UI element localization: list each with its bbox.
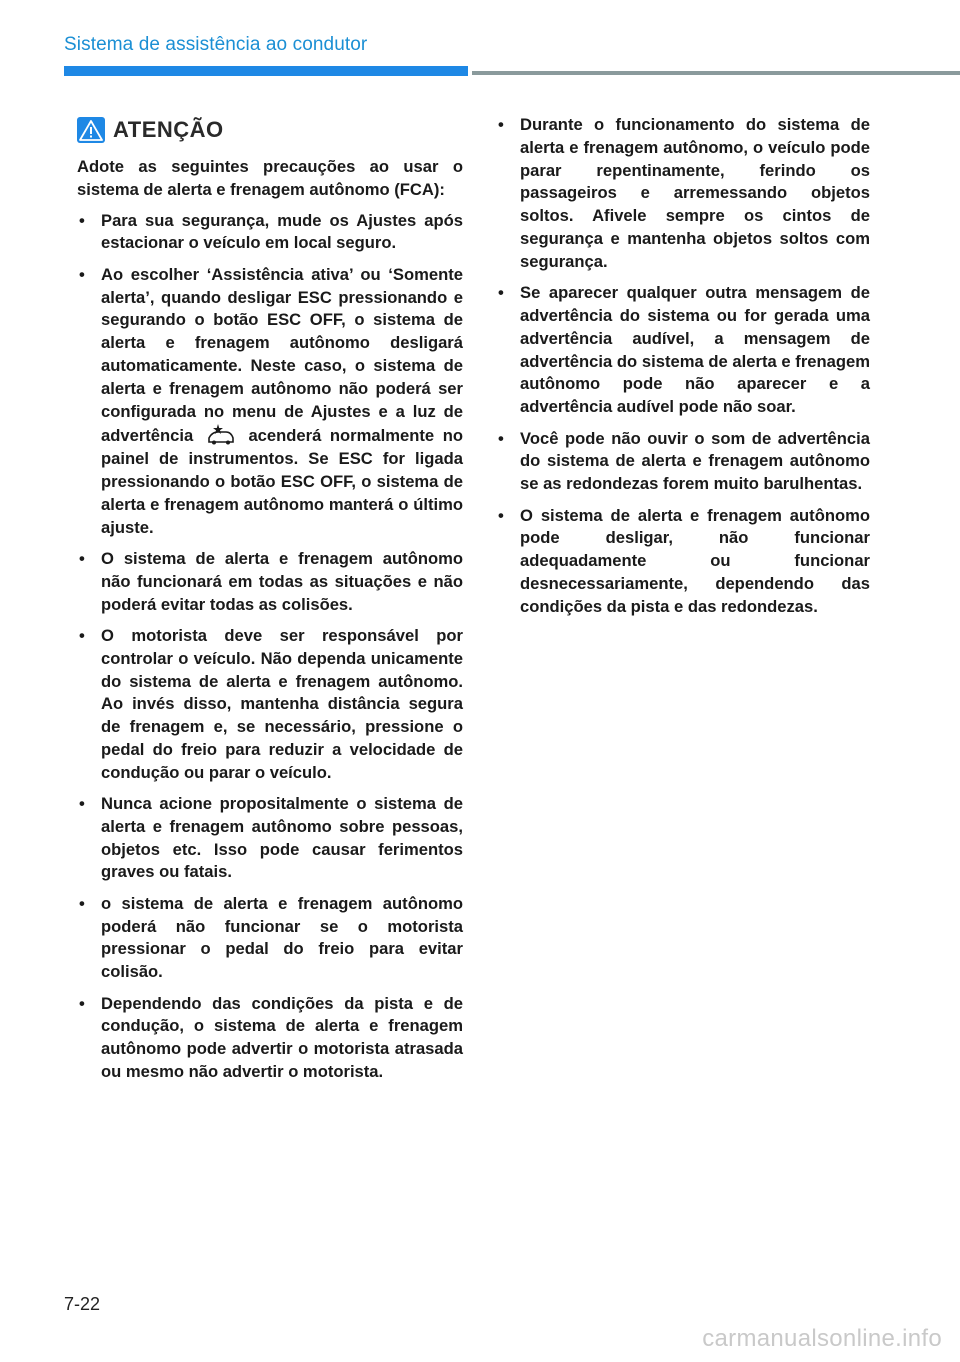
right-bullet-list (496, 114, 870, 619)
list-item: • O sistema de alerta e frenagem autônomo não funcionará em todas as situações e não poderá evitar todas as colisões. (77, 548, 463, 616)
left-column (77, 112, 463, 1092)
esc-text-before: Ao escolher ‘Assistência ativa’ ou ‘Somente alerta’, quando desligar ESC pressionando e segurando o botão ESC OFF, o sistema de alerta e frenagem autônomo desligará automaticamente. Neste caso, o sistema de alerta e frenagem autônomo não poderá ser configurada no menu de Ajustes e a luz de advertência (101, 264, 463, 446)
fca-warning-light-icon (206, 423, 236, 445)
header-rule-blue (64, 66, 468, 76)
warning-triangle-icon (77, 117, 105, 143)
watermark: carmanualsonline.info (702, 1325, 942, 1352)
list-item: • O sistema de alerta e frenagem autônomo pode desligar, não funcionar adequadamente ou funcionar desnecessariamente, dependendo das condições da pista e das redondezas. (496, 505, 870, 619)
list-item: • Se aparecer qualquer outra mensagem de advertência do sistema ou for gerada uma advertência audível, a mensagem de advertência do sistema de alerta e frenagem autônomo pode não aparecer e a advertência audível pode não soar. (496, 282, 870, 419)
left-bullet-list (77, 210, 463, 1084)
list-item: • Você pode não ouvir o som de advertência do sistema de alerta e frenagem autônomo se as redondezas forem muito barulhentas. (496, 428, 870, 496)
warning-title: ATENÇÃO (113, 116, 224, 142)
warning-header (77, 112, 463, 148)
esc-text-after: acenderá normalmente no painel de instrumentos. Se ESC for ligada pressionando o botão ESC OFF, o sistema de alerta e frenagem autônomo manterá o último ajuste. (101, 426, 463, 537)
warning-intro: Adote as seguintes precauções ao usar o sistema de alerta e frenagem autônomo (FCA): (77, 157, 463, 199)
list-item: • Para sua segurança, mude os Ajustes após estacionar o veículo em local seguro. (77, 210, 463, 256)
right-column (496, 114, 870, 627)
list-item: • Dependendo das condições da pista e de condução, o sistema de alerta e frenagem autônomo pode advertir o motorista atrasada ou mesmo não advertir o motorista. (77, 993, 463, 1084)
list-item-esc (77, 264, 463, 540)
section-title: Sistema de assistência ao condutor (64, 34, 368, 55)
list-item: • Nunca acione propositalmente o sistema de alerta e frenagem autônomo sobre pessoas, objetos etc. Isso pode causar ferimentos graves ou fatais. (77, 793, 463, 884)
page-number: 7-22 (64, 1294, 101, 1314)
list-item: • O motorista deve ser responsável por controlar o veículo. Não dependa unicamente do sistema de alerta e frenagem autônomo. Ao invés disso, mantenha distância segura de frenagem e, se necessário, pressione o pedal do freio para reduzir a velocidade de condução ou parar o veículo. (77, 625, 463, 785)
list-item: • Durante o funcionamento do sistema de alerta e frenagem autônomo, o veículo pode parar repentinamente, ferindo os passageiros e arremessando objetos soltos. Afivele sempre os cintos de segurança e mantenha objetos soltos com segurança. (496, 114, 870, 274)
list-item: • o sistema de alerta e frenagem autônomo poderá não funcionar se o motorista pressionar o pedal do freio para evitar colisão. (77, 893, 463, 984)
header-rule-gray (472, 71, 960, 75)
